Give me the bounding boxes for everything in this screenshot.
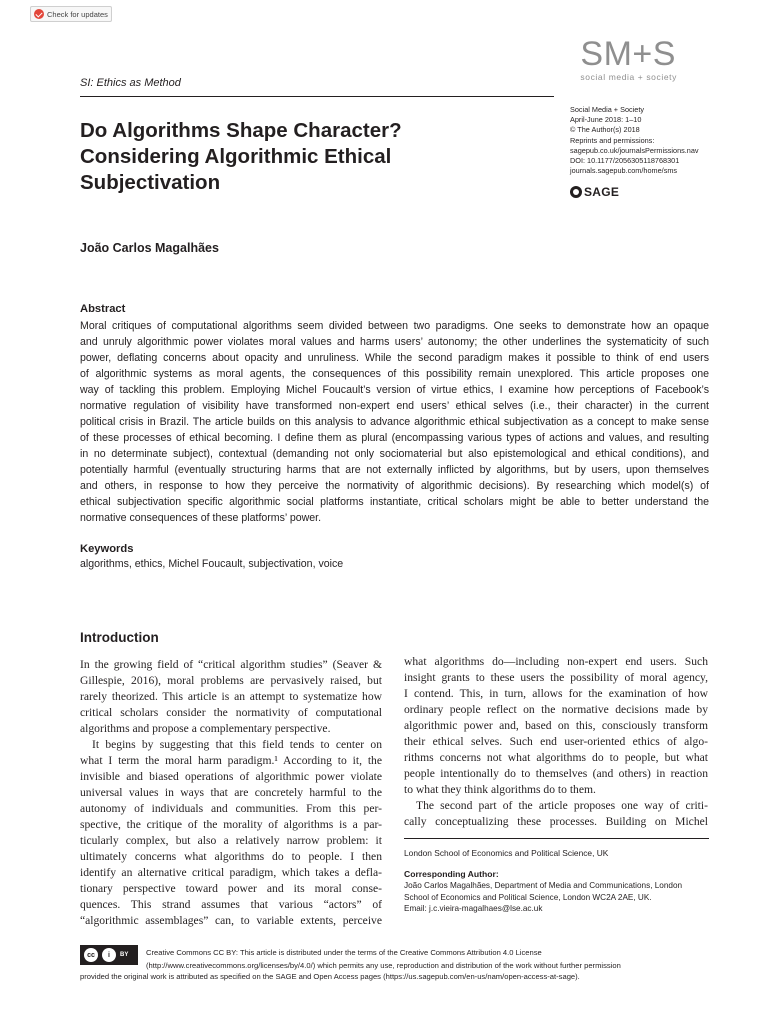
attribution-icon: i <box>102 948 116 962</box>
body-line: algorithms and propose a complementary perspective. <box>80 722 331 735</box>
body-line: I contend. This, in turn, allows for the examination of how <box>404 687 708 700</box>
corresponding-author-heading: Corresponding Author: <box>404 869 499 879</box>
abstract-line: and unruly algorithmic power violates moral values and harms users’ autonomy; the other underlines the systematicity of such <box>80 336 709 348</box>
body-line: cally conceptualizing these processes. Building on Michel <box>404 815 708 828</box>
license-attribution-line: provided the original work is attributed as specified on the SAGE and Open Access pages (https://us.sagepub.com/en-us/nam/open-access-at-sage). <box>80 972 580 981</box>
body-line: rithms concerns not what algorithms do to people, but what <box>404 751 708 764</box>
sage-wordmark: SAGE <box>584 185 620 199</box>
body-line: insight grants to these users the possibility of moral agency, <box>404 671 708 684</box>
body-line: In the growing field of “critical algorithm studies” (Seaver & <box>80 658 382 671</box>
body-line: invisible and biased operations of algorithmic power violate <box>80 770 382 783</box>
article-title <box>80 118 510 196</box>
update-check-icon <box>34 9 44 19</box>
meta-doi[interactable]: DOI: 10.1177/2056305118768301 <box>570 156 680 166</box>
abstract-line: normative regulation of visibility have transformed non-expert end users’ ethical selves (i.e., their character) in the current <box>80 400 709 412</box>
title-line: Subjectivation <box>80 171 221 194</box>
body-line: ultimately concerns what algorithms do to people. I then <box>80 850 382 863</box>
body-line: ticularly complex, but also a relatively narrow problem: it <box>80 834 382 847</box>
body-line: ordinary people reflect on the normative decisions made by <box>404 703 708 716</box>
corresponding-email[interactable]: Email: j.c.vieira-magalhaes@lse.ac.uk <box>404 904 543 913</box>
section-label: SI: Ethics as Method <box>80 77 181 89</box>
logo-wordmark: SM+S <box>580 35 676 73</box>
abstract-line: way of tackling this problem. Employing Michel Foucault’s version of virtue ethics, I examine how perceptions of Facebook’s <box>80 384 709 396</box>
title-line: Do Algorithms Shape Character? <box>80 119 402 142</box>
check-for-updates-label: Check for updates <box>47 9 108 19</box>
footnote-divider <box>404 838 709 839</box>
keywords-list: algorithms, ethics, Michel Foucault, subjectivation, voice <box>80 558 344 570</box>
body-line: quences. This strand assumes that various “actors” of <box>80 898 382 911</box>
introduction-heading: Introduction <box>80 630 159 645</box>
sage-logo <box>570 185 619 199</box>
meta-issue: April-June 2018: 1–10 <box>570 115 642 125</box>
body-line: tionary perspective toward power and its moral conse- <box>80 882 382 895</box>
corresponding-author-details <box>404 880 682 915</box>
abstract-line: and others, in response to how they perceive the normativity of algorithmic decisions). By researching which model(s) of <box>80 480 709 492</box>
body-column-left <box>80 657 382 929</box>
license-line: Creative Commons CC BY: This article is distributed under the terms of the Creative Commons Attribution 4.0 License <box>146 948 542 957</box>
abstract-heading: Abstract <box>80 303 126 315</box>
body-line: people intentionally do to themselves (and others) in reaction <box>404 767 708 780</box>
body-column-right <box>404 654 708 830</box>
abstract-line: in no determinate subject), contextual (demanding not only sociomaterial but also epistemological and ethical conditions), and <box>80 448 709 460</box>
license-text <box>146 947 706 972</box>
abstract-line: normative consequences of these platforms’ power. <box>80 512 322 524</box>
body-line: identify an alternative critical paradigm, which takes a defla- <box>80 866 382 879</box>
body-line: It begins by suggesting that this field tends to center on <box>92 738 382 751</box>
body-line: what algorithms do—including non-expert end users. Such <box>404 655 708 668</box>
journal-metadata <box>570 105 750 176</box>
body-line: what I term the moral harm paradigm.¹ According to it, the <box>80 754 382 767</box>
body-line: their ethical selves. Such end user-oriented ethics of algo- <box>404 735 708 748</box>
meta-journal: Social Media + Society <box>570 105 645 114</box>
body-line: autonomy of individuals and communities. From this per- <box>80 802 382 815</box>
body-line: The second part of the article proposes one way of criti- <box>416 799 708 812</box>
title-line: Considering Algorithmic Ethical <box>80 145 392 168</box>
sage-icon <box>570 186 582 198</box>
badge-caption: BY <box>120 952 129 958</box>
header-divider <box>80 96 554 97</box>
abstract-line: of algorithmic systems as moral agents, the consequences of this possibility remain unexplored. This article proposes one <box>80 368 709 380</box>
body-line: rarely theorized. This article is an attempt to systematize how <box>80 690 382 703</box>
abstract-line: power, deflating concerns about opacity and unruliness. While the second paradigm makes it possible to think of end users <box>80 352 709 364</box>
logo-subtitle: social media + society <box>580 72 677 82</box>
abstract-line: political crisis in Brazil. The article builds on this analysis to advance algorithmic ethical subjectivation as a concept to make sense <box>80 416 709 428</box>
abstract-line: Moral critiques of computational algorithms seem divided between two paradigms. One seeks to demonstrate how an opaque <box>80 320 709 332</box>
body-line: spective, the critique of the morality of algorithms is a par- <box>80 818 382 831</box>
keywords-heading: Keywords <box>80 543 134 555</box>
body-line: to what they think algorithms do to them. <box>404 783 596 796</box>
body-line: “algorithmic assemblages” can, to variable extents, perceive <box>80 914 382 927</box>
author-name: João Carlos Magalhães <box>80 241 219 255</box>
abstract-line: of these processes of ethical becoming. I define them as plural (encompassing various types of actions and values, and resulting <box>80 432 709 444</box>
meta-copyright: © The Author(s) 2018 <box>570 125 640 135</box>
cc-by-badge[interactable] <box>80 945 138 965</box>
corresponding-line: João Carlos Magalhães, Department of Media and Communications, London <box>404 881 683 890</box>
corresponding-line: School of Economics and Political Science, London WC2A 2AE, UK. <box>404 892 652 902</box>
meta-permissions: Reprints and permissions: <box>570 135 655 145</box>
check-for-updates-badge[interactable] <box>30 6 112 22</box>
body-line: Gillespie, 2016), moral problems are pervasively raised, but <box>80 674 382 687</box>
body-line: algorithmic power and, based on this, consciously transform <box>404 719 708 732</box>
abstract-line: ethical subjectivation specific algorithmic social platforms instantiate, critical scholars might be able to better understand the <box>80 496 709 508</box>
meta-permissions-link[interactable]: sagepub.co.uk/journalsPermissions.nav <box>570 145 699 155</box>
creative-commons-icon: cc <box>84 948 98 962</box>
body-line: critical scholars consider the normativity of computational <box>80 706 382 719</box>
license-link[interactable]: (http://www.creativecommons.org/licenses/by/4.0/) which permits any use, reproduction and distribution of the work without further permission <box>146 960 621 970</box>
abstract-line: potentially harmful (eventually structuring harms that are not externally inflicted by algorithms, but by users, upon themselves <box>80 464 709 476</box>
body-line: universal values in ways that are concretely harmful to the <box>80 786 382 799</box>
journal-logo <box>580 37 677 82</box>
meta-journal-link[interactable]: journals.sagepub.com/home/sms <box>570 166 678 176</box>
abstract-body <box>80 318 709 526</box>
author-affiliation: London School of Economics and Political Science, UK <box>404 848 609 858</box>
